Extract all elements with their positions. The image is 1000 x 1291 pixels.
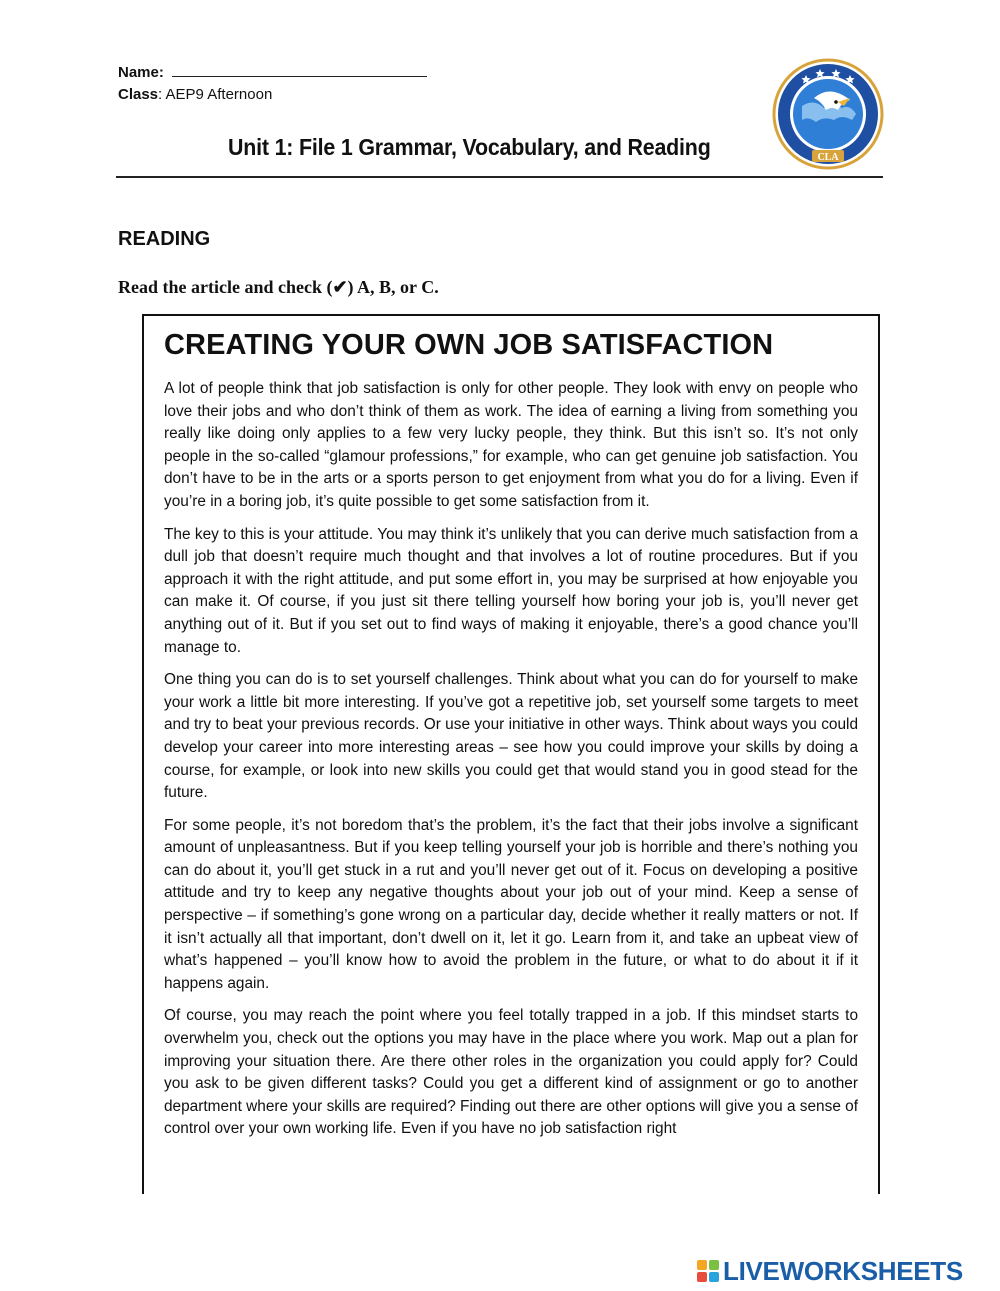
class-label: Class — [118, 86, 159, 103]
unit-title: Unit 1: File 1 Grammar, Vocabulary, and Reading — [228, 134, 711, 160]
class-value: : AEP9 Afternoon — [158, 86, 273, 103]
section-heading: READING — [118, 228, 211, 250]
school-logo-icon — [772, 58, 884, 170]
article-paragraph: One thing you can do is to set yourself challenges. Think about what you can do for yourself to make your work a little bit more interesting. If you’ve got a repetitive job, set yourself some targets to meet and try to beat your previous records. Or use your initiative in other ways. Think about ways you could develop your career into more interesting areas – see how you could improve your skills by doing a course, for example, or look into new skills you could get that would stand you in good stead for the future. — [164, 671, 858, 802]
liveworksheets-wordmark: LIVEWORKSHEETS — [723, 1255, 963, 1286]
name-label: Name: — [118, 64, 164, 81]
logo-block — [697, 1272, 707, 1282]
logo-block — [709, 1260, 719, 1270]
name-field — [118, 63, 427, 82]
name-blank[interactable] — [172, 63, 427, 77]
liveworksheets-logo — [697, 1256, 963, 1286]
logo-block — [709, 1272, 719, 1282]
article-body — [164, 378, 858, 1151]
article-paragraph: The key to this is your attitude. You may think it’s unlikely that you can derive much satisfaction from a dull job that doesn’t require much thought and that involves a lot of routine procedures. But if you approach it with the right attitude, and put some effort in, you may be surprised at how enjoyable you can make it. Of course, if you just sit there telling yourself how boring your job is, you’ll never get anything out of it. But if you set out to find ways of making it enjoyable, there’s a good chance you’ll manage to. — [164, 525, 858, 656]
header-divider — [116, 176, 883, 178]
article-paragraph: A lot of people think that job satisfaction is only for other people. They look with envy on people who love their jobs and who don’t think of them as work. The idea of earning a living from something you really like doing only applies to a few very lucky people, they think. But this isn’t so. It’s not only people in the so-called “glamour professions,” for example, who can get genuine job satisfaction. You don’t have to be in the arts or a sports person to get enjoyment from what you do for a living. Even if you’re in a boring job, it’s quite possible to get some satisfaction from it. — [164, 380, 858, 510]
instruction-text: Read the article and check (✔) A, B, or C. — [118, 277, 439, 297]
logo-block — [697, 1260, 707, 1270]
article-paragraph: For some people, it’s not boredom that’s the problem, it’s the fact that their jobs involve a significant amount of unpleasantness. But if you keep telling yourself your job is horrible and there’s nothing you can do about it, you’ll get stuck in a rut and you’ll never get out of it. Focus on developing a positive attitude and try to keep any negative thoughts about your job out of your mind. Keep a sense of perspective – if something’s gone wrong on a particular day, decide whether it really matters or not. If it isn’t actually all that important, don’t dwell on it, let it go. Learn from it, and take an upbeat view of what’s happened – you’ll know how to avoid the problem in the future, or what to do about it if it happens again. — [164, 816, 858, 992]
liveworksheets-blocks-icon — [697, 1260, 719, 1282]
article-box — [142, 314, 880, 1194]
article-paragraph: Of course, you may reach the point where you feel totally trapped in a job. If this mindset starts to overwhelm you, check out the options you may have in the place where you work. Map out a plan for improving your situation there. Are there other roles in the organization you could apply for? Could you ask to be given different tasks? Could you get a different kind of assignment or go to another department where your skills are required? Finding out there are other options will give you a sense of control over your own working life. Even if you have no job satisfaction right — [164, 1007, 858, 1138]
svg-text:CLA: CLA — [817, 152, 839, 163]
class-field — [118, 86, 272, 104]
article-title: CREATING YOUR OWN JOB SATISFACTION — [164, 329, 774, 361]
